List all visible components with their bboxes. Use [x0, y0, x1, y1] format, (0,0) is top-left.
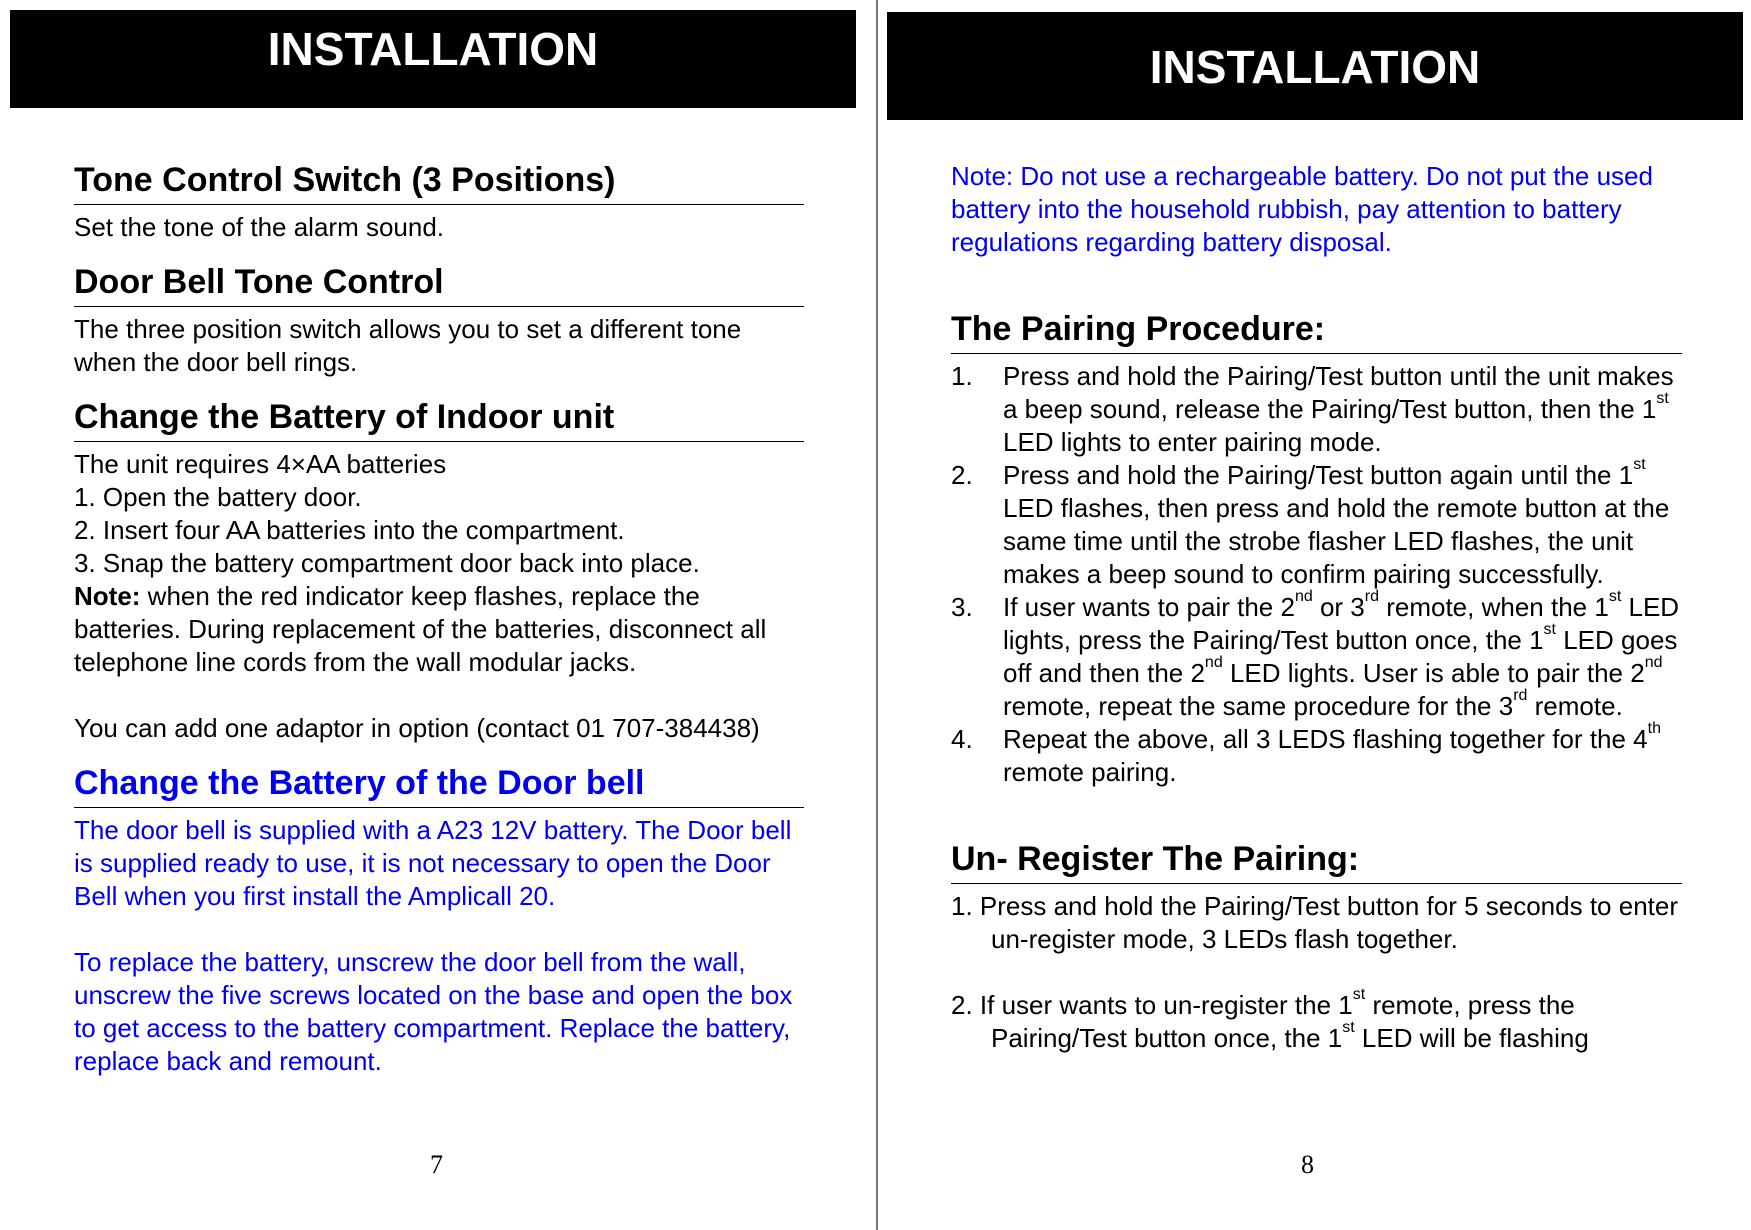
left-banner: INSTALLATION — [10, 10, 856, 108]
doorbell-battery-heading: Change the Battery of the Door bell — [74, 763, 804, 808]
tone-switch-heading: Tone Control Switch (3 Positions) — [74, 160, 804, 205]
pairing-step-1: 1. Press and hold the Pairing/Test button until the unit makes a beep sound, release the Pairing/Test button, then the 1st LED lights to enter pairing mode. — [951, 361, 1674, 457]
indoor-battery-step-1: 1. Open the battery door. — [74, 482, 362, 512]
unregister-section — [951, 839, 1682, 1055]
door-bell-tone-heading: Door Bell Tone Control — [74, 262, 804, 307]
doorbell-battery-p2: To replace the battery, unscrew the door bell from the wall, unscrew the five screws located on the base and open the box to get access to the battery compartment. Replace the battery, replace back and remount. — [74, 947, 793, 1076]
indoor-battery-step-2: 2. Insert four AA batteries into the compartment. — [74, 515, 625, 545]
indoor-battery-note — [74, 580, 804, 679]
doorbell-battery-section — [74, 763, 804, 1078]
note-label: Note: — [74, 581, 141, 611]
pairing-step-4: 4. Repeat the above, all 3 LEDS flashing together for the 4th remote pairing. — [951, 720, 1661, 787]
door-bell-tone-text: The three position switch allows you to set a different tone when the door bell rings. — [74, 314, 742, 377]
indoor-battery-intro: The unit requires 4×AA batteries — [74, 449, 447, 479]
unregister-heading: Un- Register The Pairing: — [951, 839, 1682, 884]
unregister-item-2: 2. If user wants to un-register the 1st remote, press the Pairing/Test button once, the 1st LED will be flashing — [951, 986, 1589, 1053]
pairing-heading: The Pairing Procedure: — [951, 309, 1682, 354]
indoor-battery-section — [74, 397, 804, 745]
page-number-right: 8 — [1301, 1150, 1314, 1179]
battery-disposal-note: Note: Do not use a rechargeable battery. Do not put the used battery into the household rubbish, pay attention to battery regulations regarding battery disposal. — [951, 161, 1653, 257]
door-bell-tone-section — [74, 262, 804, 379]
right-banner: INSTALLATION — [887, 12, 1743, 120]
left-content — [74, 160, 804, 1078]
pairing-step-3: 3. If user wants to pair the 2nd or 3rd remote, when the 1st LED lights, press the Pairing/Test button once, the 1st LED goes off and then the 2nd LED lights. User is able to pair the 2nd remote, repeat the same procedure for the 3rd remote. — [951, 588, 1680, 721]
tone-switch-text: Set the tone of the alarm sound. — [74, 212, 445, 242]
pairing-step-2: 2. Press and hold the Pairing/Test button again until the 1st LED flashes, then press and hold the remote button at the same time until the strobe flasher LED flashes, the unit makes a beep sound to confirm pairing successfully. — [951, 456, 1670, 589]
page-number-left: 7 — [430, 1150, 443, 1179]
pairing-steps — [951, 360, 1682, 789]
doorbell-battery-p1: The door bell is supplied with a A23 12V battery. The Door bell is supplied ready to use, it is not necessary to open the Door Bell when you first install the Amplicall 20. — [74, 815, 792, 911]
unregister-item-1: 1. Press and hold the Pairing/Test button for 5 seconds to enter un-register mode, 3 LEDs flash together. — [951, 891, 1678, 954]
page-divider — [876, 0, 878, 1230]
right-page — [880, 0, 1751, 1230]
note-text: when the red indicator keep flashes, replace the batteries. During replacement of the batteries, disconnect all telephone line cords from the wall modular jacks. — [74, 581, 767, 677]
indoor-battery-step-3: 3. Snap the battery compartment door back into place. — [74, 548, 700, 578]
pairing-section — [951, 309, 1682, 789]
indoor-battery-heading: Change the Battery of Indoor unit — [74, 397, 804, 442]
right-content — [951, 160, 1682, 1055]
adaptor-text: You can add one adaptor in option (contact 01 707-384438) — [74, 713, 760, 743]
